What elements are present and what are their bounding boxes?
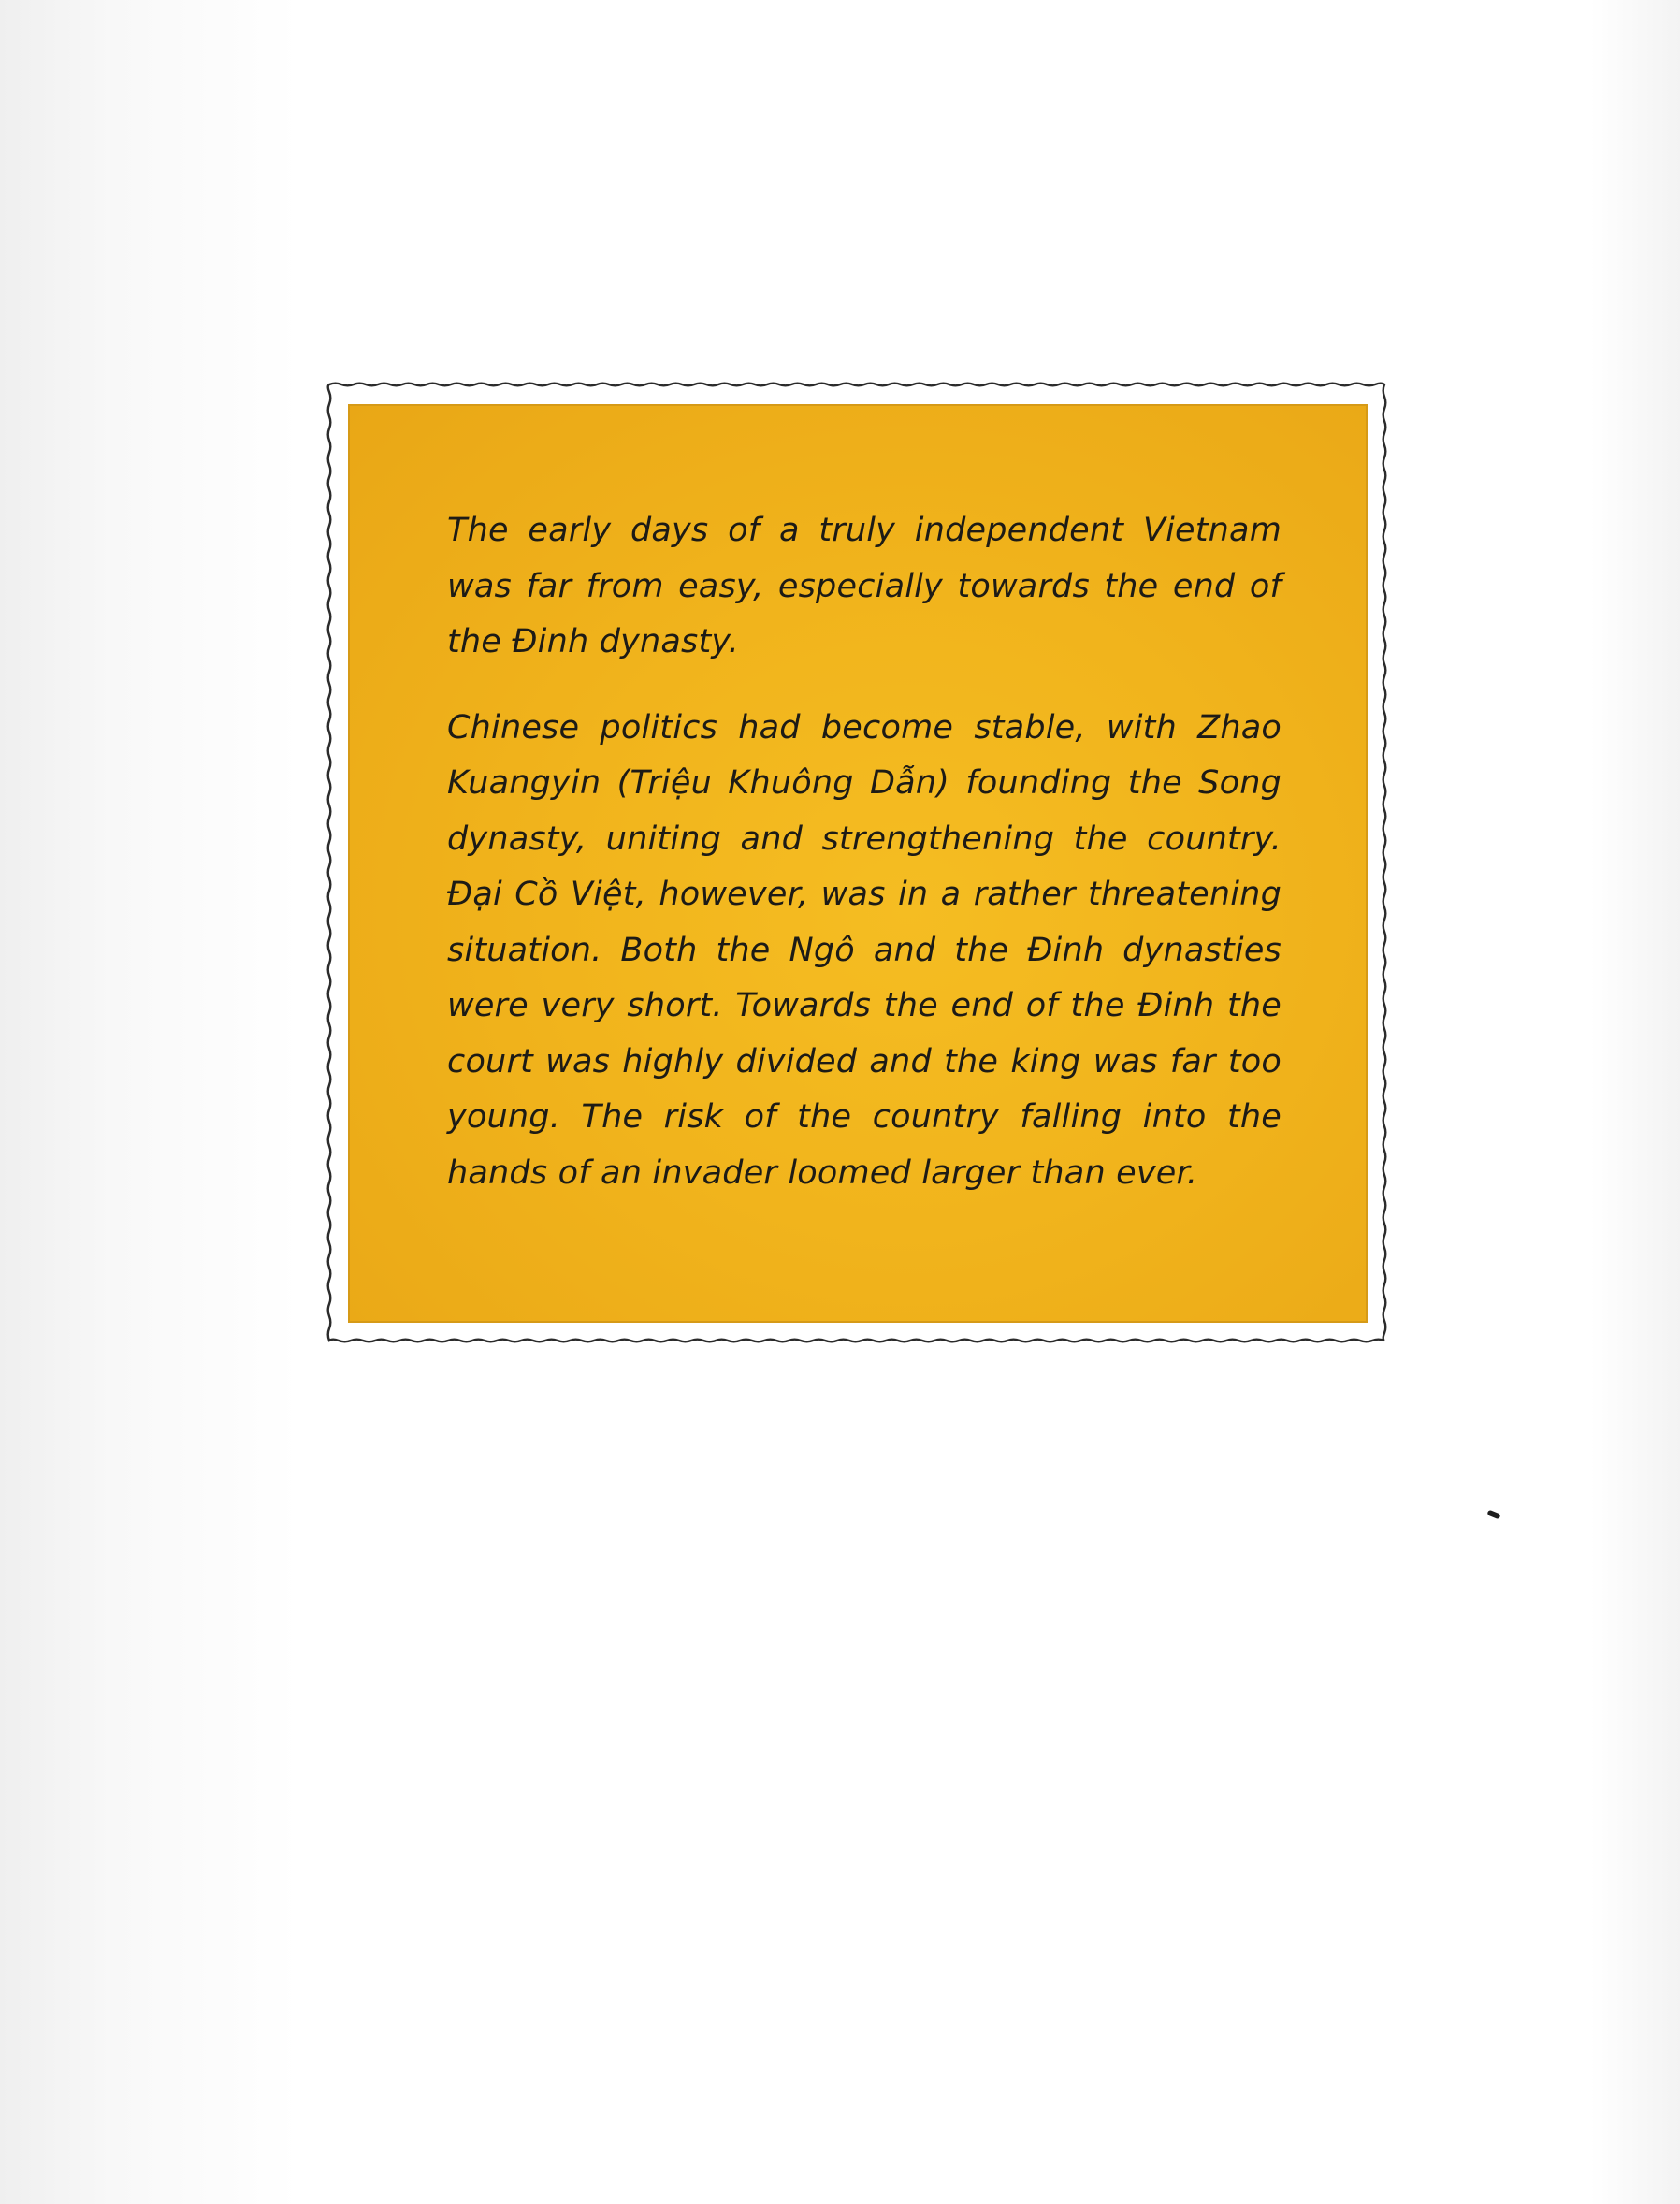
paragraph-politics: Chinese politics had become stable, with Zhao Kuangyin (Triệu Khuông Dẫn) founding the Song dynasty, uniting and strengthening the country. Đại Cồ Việt, however, was in a rather threatening situation. Both the Ngô and the Đinh dynasties were very short. Towards the end of the Đinh the court was highly divided and the king was far too young. The risk of the country falling into the hands of an invader loomed larger than ever. — [447, 708, 1282, 1192]
panel-text — [447, 503, 1282, 1231]
paragraph-intro: The early days of a truly independent Vietnam was far from easy, especially towards the end of the Đinh dynasty. — [447, 512, 1282, 660]
